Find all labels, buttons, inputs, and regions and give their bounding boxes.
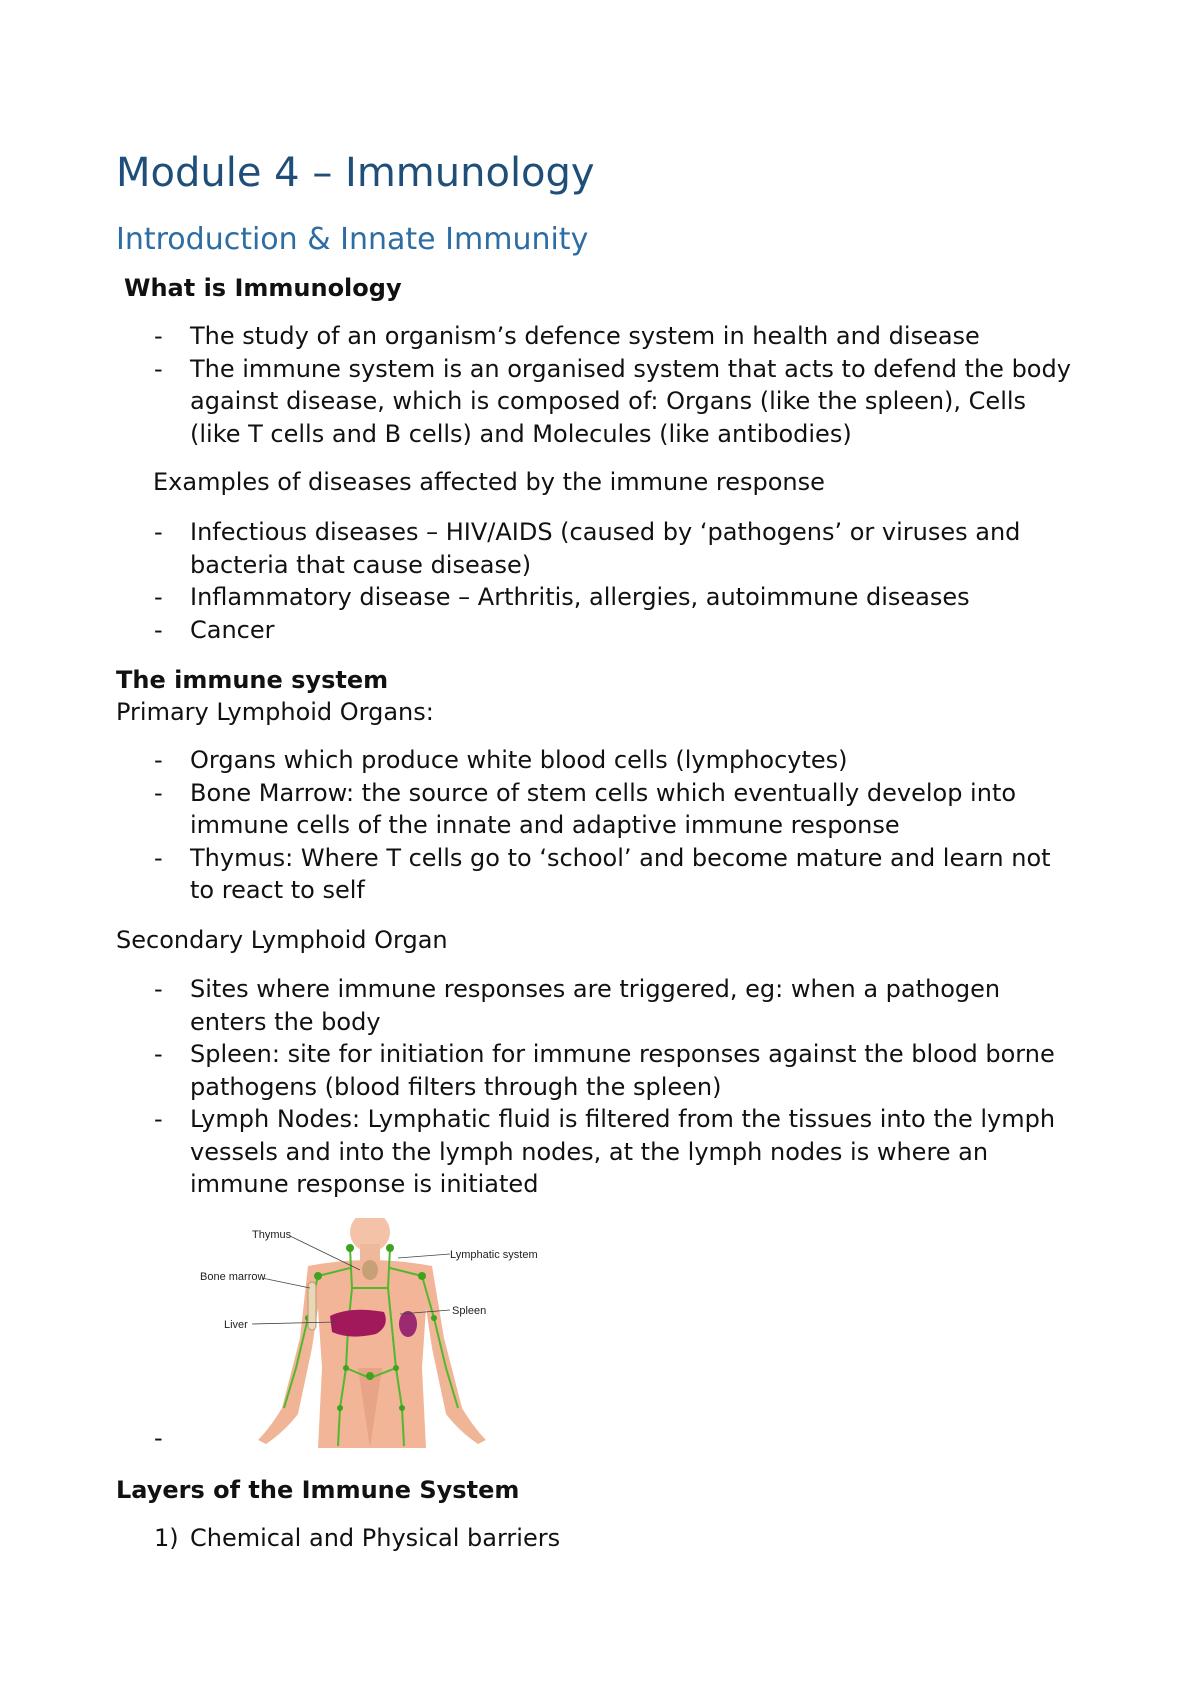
page-title: Module 4 – Immunology	[116, 150, 595, 196]
section-heading-what-is-immunology: What is Immunology	[124, 274, 402, 302]
list-item: - Inflammatory disease – Arthritis, allergies, autoimmune diseases	[154, 581, 1114, 614]
list-item: - Organs which produce white blood cells (lymphocytes)	[154, 744, 1114, 777]
list-item: - Spleen: site for initiation for immune responses against the blood borne pathogens (blood filters through the spleen)	[154, 1038, 1114, 1103]
numbered-item-marker: 1)	[154, 1524, 179, 1552]
page-subtitle: Introduction & Innate Immunity	[116, 222, 589, 257]
liver-label: Liver	[224, 1319, 248, 1331]
list-item: - Sites where immune responses are triggered, eg: when a pathogen enters the body	[154, 973, 1114, 1038]
liver-organ	[330, 1310, 386, 1337]
primary-lymphoid-heading: Primary Lymphoid Organs:	[116, 698, 434, 726]
primary-lymphoid-list	[154, 744, 1114, 907]
bone-marrow-label: Bone marrow	[200, 1271, 266, 1283]
list-item: - Cancer	[154, 614, 1114, 647]
disease-examples-list	[154, 516, 1114, 646]
immunology-definition-list	[154, 320, 1114, 450]
lymphatic-system-label: Lymphatic system	[450, 1249, 538, 1261]
list-item: - Bone Marrow: the source of stem cells which eventually develop into immune cells of the innate and adaptive immune response	[154, 777, 1114, 842]
list-item: - The study of an organism’s defence system in health and disease	[154, 320, 1114, 353]
empty-list-dash: -	[154, 1424, 163, 1452]
lymphatic-system-diagram	[200, 1218, 540, 1448]
section-heading-immune-system: The immune system	[116, 666, 389, 694]
section-heading-layers: Layers of the Immune System	[116, 1476, 520, 1504]
secondary-lymphoid-list	[154, 973, 1114, 1201]
thymus-organ	[362, 1260, 378, 1280]
list-item: - Lymph Nodes: Lymphatic fluid is filtered from the tissues into the lymph vessels and into the lymph nodes, at the lymph nodes is where an immune response is initiated	[154, 1103, 1114, 1201]
list-item: - Infectious diseases – HIV/AIDS (caused by ‘pathogens’ or viruses and bacteria that cause disease)	[154, 516, 1114, 581]
spleen-label: Spleen	[452, 1305, 487, 1317]
list-item: - The immune system is an organised system that acts to defend the body against disease, which is composed of: Organs (like the spleen), Cells (like T cells and B cells) and Molecules (like antibodies)	[154, 353, 1114, 451]
secondary-lymphoid-heading: Secondary Lymphoid Organ	[116, 926, 448, 954]
thymus-label: Thymus	[252, 1229, 292, 1241]
examples-heading: Examples of diseases affected by the immune response	[153, 468, 825, 496]
list-item: - Thymus: Where T cells go to ‘school’ and become mature and learn not to react to self	[154, 842, 1114, 907]
spleen-organ	[399, 1311, 417, 1337]
numbered-item-text: Chemical and Physical barriers	[190, 1524, 561, 1552]
